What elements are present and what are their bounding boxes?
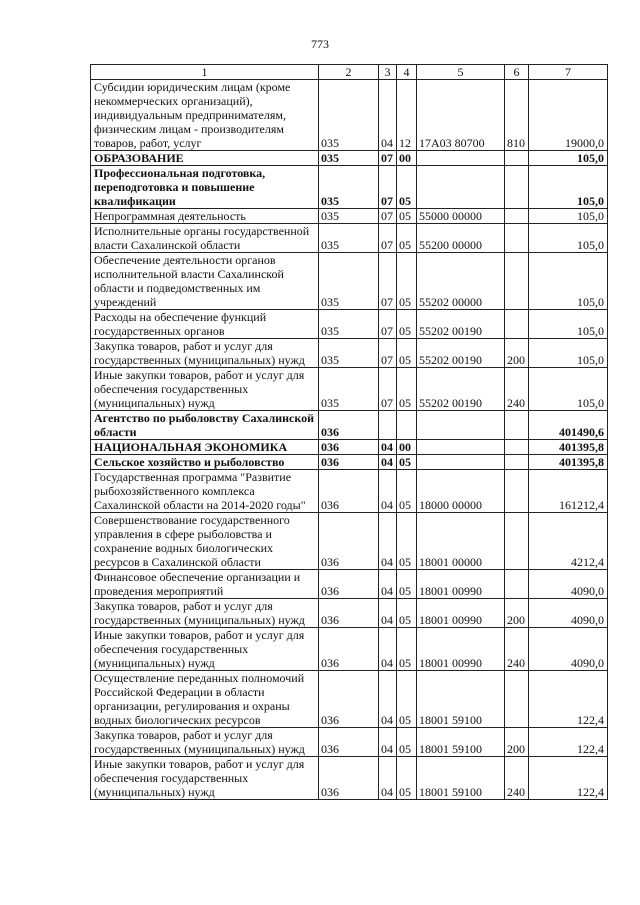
amount-cell: 161212,4 [529,470,608,513]
ministry-code-cell: 035 [319,253,379,310]
target-article-cell: 55000 00000 [417,209,505,224]
ministry-code-cell: 036 [319,440,379,455]
ministry-code-cell: 036 [319,513,379,570]
amount-cell: 105,0 [529,253,608,310]
subsection-cell: 05 [397,470,417,513]
section-cell: 04 [379,671,397,728]
target-article-cell: 18001 59100 [417,757,505,800]
expense-type-cell [505,253,529,310]
section-cell [379,411,397,440]
row-name-cell: Расходы на обеспечение функций государственных органов [91,310,319,339]
subsection-cell [397,411,417,440]
subsection-cell: 05 [397,209,417,224]
expense-type-cell: 200 [505,339,529,368]
expense-type-cell [505,455,529,470]
row-name-cell: Исполнительные органы государственной власти Сахалинской области [91,224,319,253]
section-cell: 04 [379,513,397,570]
table-row [91,570,608,599]
amount-cell: 105,0 [529,166,608,209]
amount-cell: 401490,6 [529,411,608,440]
subsection-cell: 05 [397,628,417,671]
ministry-code-cell: 035 [319,80,379,151]
table-body [91,80,608,800]
amount-cell: 401395,8 [529,455,608,470]
subsection-cell: 05 [397,224,417,253]
row-name-cell: Обеспечение деятельности органов исполнительной власти Сахалинской области и подведомственных им учреждений [91,253,319,310]
table-row [91,513,608,570]
section-cell: 07 [379,224,397,253]
table-row [91,310,608,339]
ministry-code-cell: 035 [319,209,379,224]
target-article-cell: 55202 00190 [417,339,505,368]
target-article-cell [417,151,505,166]
ministry-code-cell: 036 [319,470,379,513]
subsection-cell: 05 [397,570,417,599]
section-cell: 04 [379,455,397,470]
target-article-cell: 18001 59100 [417,671,505,728]
column-header: 4 [397,65,417,80]
table-row [91,440,608,455]
row-name-cell: Иные закупки товаров, работ и услуг для обеспечения государственных (муниципальных) нужд [91,628,319,671]
subsection-cell: 05 [397,253,417,310]
target-article-cell: 17А03 80700 [417,80,505,151]
ministry-code-cell: 035 [319,368,379,411]
budget-table [90,64,608,800]
target-article-cell: 18001 00990 [417,628,505,671]
section-cell: 04 [379,599,397,628]
amount-cell: 105,0 [529,310,608,339]
row-name-cell: Агентство по рыболовству Сахалинской области [91,411,319,440]
target-article-cell: 18001 59100 [417,728,505,757]
target-article-cell [417,455,505,470]
target-article-cell [417,440,505,455]
row-name-cell: Закупка товаров, работ и услуг для государственных (муниципальных) нужд [91,728,319,757]
row-name-cell: Закупка товаров, работ и услуг для государственных (муниципальных) нужд [91,599,319,628]
subsection-cell: 05 [397,166,417,209]
column-header: 5 [417,65,505,80]
amount-cell: 122,4 [529,757,608,800]
table-row [91,671,608,728]
table-row [91,470,608,513]
expense-type-cell: 240 [505,757,529,800]
amount-cell: 122,4 [529,671,608,728]
ministry-code-cell: 035 [319,339,379,368]
ministry-code-cell: 035 [319,166,379,209]
subsection-cell: 05 [397,310,417,339]
subsection-cell: 05 [397,339,417,368]
subsection-cell: 05 [397,599,417,628]
expense-type-cell: 240 [505,628,529,671]
table-row [91,599,608,628]
expense-type-cell [505,209,529,224]
subsection-cell: 00 [397,151,417,166]
ministry-code-cell: 036 [319,599,379,628]
expense-type-cell: 810 [505,80,529,151]
ministry-code-cell: 036 [319,570,379,599]
amount-cell: 4090,0 [529,628,608,671]
section-cell: 04 [379,570,397,599]
ministry-code-cell: 036 [319,628,379,671]
section-cell: 07 [379,209,397,224]
subsection-cell: 05 [397,513,417,570]
row-name-cell: Непрограммная деятельность [91,209,319,224]
target-article-cell: 55202 00000 [417,253,505,310]
subsection-cell: 05 [397,728,417,757]
section-cell: 07 [379,166,397,209]
expense-type-cell [505,513,529,570]
table-row [91,80,608,151]
row-name-cell: Финансовое обеспечение организации и проведения мероприятий [91,570,319,599]
amount-cell: 401395,8 [529,440,608,455]
row-name-cell: НАЦИОНАЛЬНАЯ ЭКОНОМИКА [91,440,319,455]
row-name-cell: Профессиональная подготовка, переподготовка и повышение квалификации [91,166,319,209]
target-article-cell: 18000 00000 [417,470,505,513]
expense-type-cell: 200 [505,728,529,757]
target-article-cell: 18001 00990 [417,599,505,628]
row-name-cell: Осуществление переданных полномочий Российской Федерации в области организации, регулирования и охраны водных биологических ресурсов [91,671,319,728]
table-row [91,166,608,209]
expense-type-cell: 240 [505,368,529,411]
subsection-cell: 12 [397,80,417,151]
expense-type-cell [505,411,529,440]
amount-cell: 105,0 [529,368,608,411]
target-article-cell: 55202 00190 [417,368,505,411]
amount-cell: 4212,4 [529,513,608,570]
row-name-cell: Сельское хозяйство и рыболовство [91,455,319,470]
amount-cell: 19000,0 [529,80,608,151]
section-cell: 07 [379,339,397,368]
ministry-code-cell: 036 [319,411,379,440]
expense-type-cell [505,671,529,728]
section-cell: 04 [379,80,397,151]
row-name-cell: Субсидии юридическим лицам (кроме некоммерческих организаций), индивидуальным предпринимателям, физическим лицам - производителям товаров, работ, услуг [91,80,319,151]
column-header: 3 [379,65,397,80]
amount-cell: 105,0 [529,224,608,253]
table-row [91,757,608,800]
ministry-code-cell: 036 [319,455,379,470]
section-cell: 07 [379,151,397,166]
expense-type-cell [505,570,529,599]
target-article-cell: 55200 00000 [417,224,505,253]
subsection-cell: 05 [397,368,417,411]
table-row [91,224,608,253]
section-cell: 04 [379,470,397,513]
target-article-cell [417,411,505,440]
expense-type-cell: 200 [505,599,529,628]
amount-cell: 105,0 [529,151,608,166]
table-row [91,253,608,310]
ministry-code-cell: 035 [319,151,379,166]
table-row [91,411,608,440]
table-row [91,339,608,368]
section-cell: 04 [379,628,397,671]
section-cell: 07 [379,368,397,411]
expense-type-cell [505,440,529,455]
column-header: 7 [529,65,608,80]
row-name-cell: ОБРАЗОВАНИЕ [91,151,319,166]
target-article-cell [417,166,505,209]
row-name-cell: Закупка товаров, работ и услуг для государственных (муниципальных) нужд [91,339,319,368]
subsection-cell: 05 [397,671,417,728]
ministry-code-cell: 036 [319,757,379,800]
section-cell: 07 [379,310,397,339]
row-name-cell: Совершенствование государственного управления в сфере рыболовства и сохранение водных биологических ресурсов в Сахалинской области [91,513,319,570]
target-article-cell: 18001 00990 [417,570,505,599]
column-header: 6 [505,65,529,80]
amount-cell: 122,4 [529,728,608,757]
table-row [91,728,608,757]
subsection-cell: 05 [397,455,417,470]
section-cell: 04 [379,728,397,757]
amount-cell: 105,0 [529,339,608,368]
target-article-cell: 18001 00000 [417,513,505,570]
ministry-code-cell: 036 [319,671,379,728]
section-cell: 04 [379,757,397,800]
table-row [91,151,608,166]
expense-type-cell [505,470,529,513]
table-row [91,455,608,470]
table-row [91,368,608,411]
ministry-code-cell: 035 [319,224,379,253]
expense-type-cell [505,310,529,339]
column-header: 1 [91,65,319,80]
row-name-cell: Государственная программа "Развитие рыбохозяйственного комплекса Сахалинской области на 2014-2020 годы" [91,470,319,513]
amount-cell: 105,0 [529,209,608,224]
subsection-cell: 00 [397,440,417,455]
target-article-cell: 55202 00190 [417,310,505,339]
expense-type-cell [505,151,529,166]
ministry-code-cell: 036 [319,728,379,757]
table-row [91,209,608,224]
column-header: 2 [319,65,379,80]
table-header-row [91,65,608,80]
page-number: 773 [311,37,329,51]
table-row [91,628,608,671]
amount-cell: 4090,0 [529,570,608,599]
subsection-cell: 05 [397,757,417,800]
amount-cell: 4090,0 [529,599,608,628]
row-name-cell: Иные закупки товаров, работ и услуг для обеспечения государственных (муниципальных) нужд [91,757,319,800]
section-cell: 07 [379,253,397,310]
section-cell: 04 [379,440,397,455]
row-name-cell: Иные закупки товаров, работ и услуг для обеспечения государственных (муниципальных) нужд [91,368,319,411]
expense-type-cell [505,166,529,209]
expense-type-cell [505,224,529,253]
ministry-code-cell: 035 [319,310,379,339]
